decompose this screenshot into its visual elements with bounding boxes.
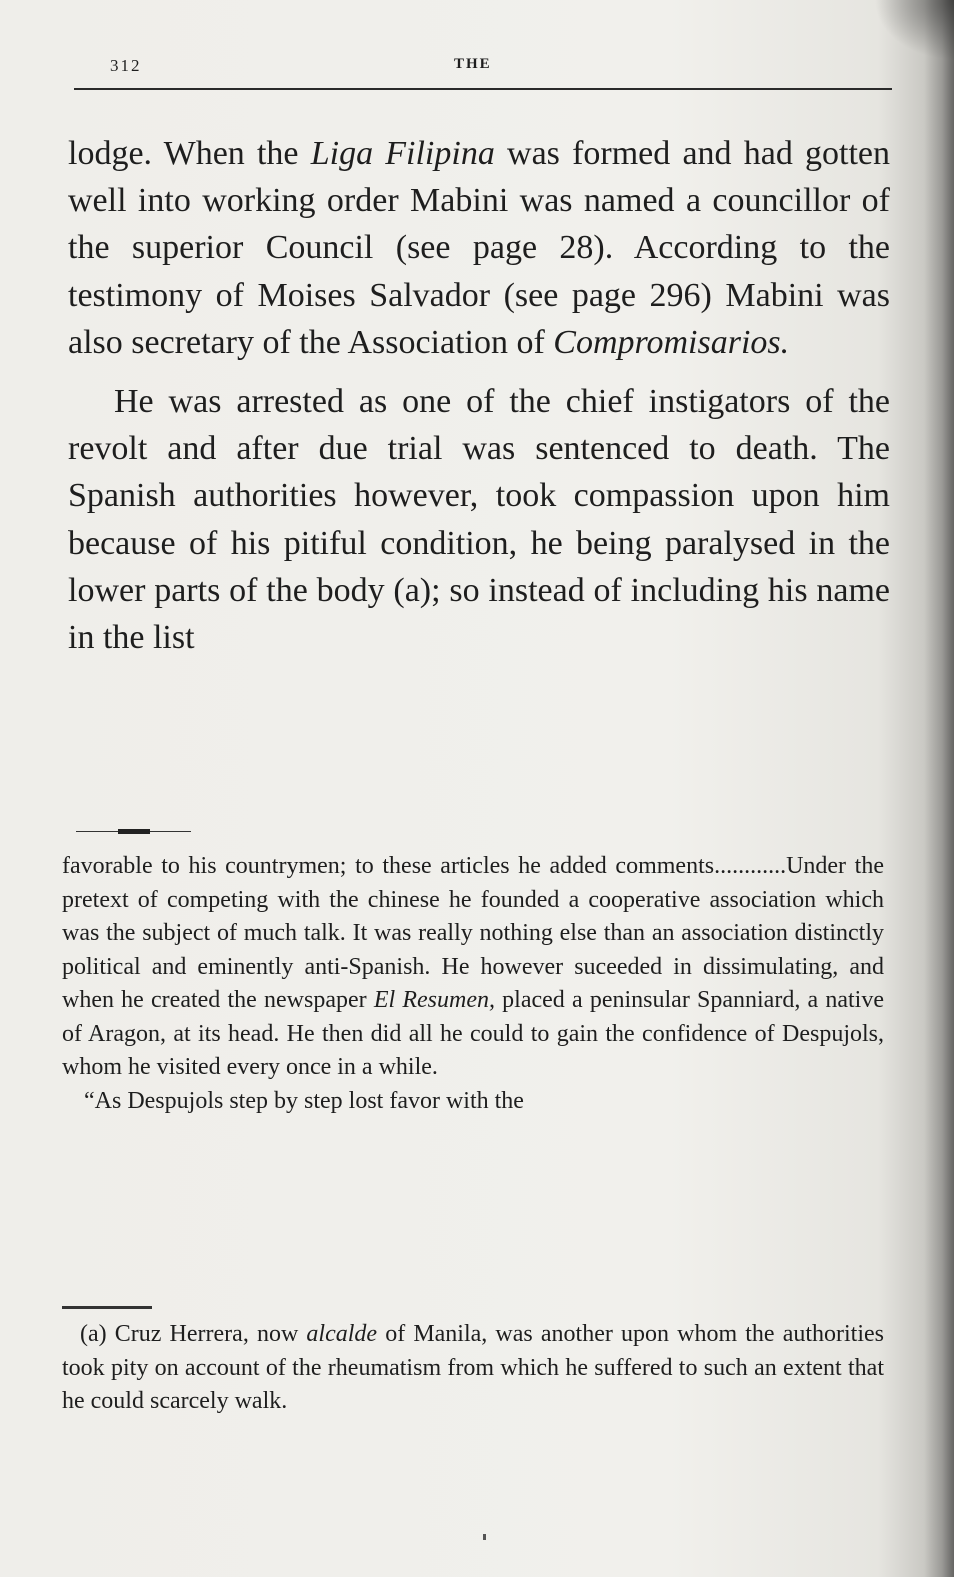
compromisarios-italic: Compromisarios. (553, 323, 790, 361)
page-edge-shadow (924, 0, 954, 1577)
footnote-a-text (62, 1318, 884, 1419)
paragraph-1-text-a: lodge. When the (68, 135, 311, 172)
page-number: 312 (110, 56, 142, 75)
paragraph-2: He was arrested as one of the chief instigators of the revolt and after due trial was sentenced to death. The Spanish authorities however, took compassion upon him because of his pitiful condition, he being paralysed in the lower parts of the body (a); so instead of including his name in the list (68, 383, 890, 657)
footnote-continuation-text-b: placed a peninsular Spanniard, a native of Aragon, at its head. He then did all he could to gain the confidence of Despujols, whom he visited every once in a while. (62, 987, 884, 1080)
footnote-a-text-b: of Manila, was another upon whom the authorities took pity on account of the rheumatism from which he suffered to such an extent that he could scarcely walk. (62, 1321, 885, 1414)
footnote-continuation-text-a: favorable to his countrymen; to these articles he added comments............Under the pretext of competing with the chinese he founded a cooperative association which was the subject of much talk. It was really nothing else than an association distinctly political and eminently anti-Spanish. He however suceeded in dissimulating, and when he created the newspaper (62, 853, 884, 1013)
footnote-separator-bar (118, 829, 150, 834)
footnote-quote-line: “As Despujols step by step lost favor with the (84, 1087, 524, 1114)
page-corner-shadow (874, 0, 954, 60)
liga-filipina-italic: Liga Filipina (310, 135, 495, 172)
paragraph-1 (68, 130, 890, 366)
footnote-a-separator (62, 1306, 152, 1309)
print-speck (483, 1534, 486, 1540)
footnote-a (62, 1318, 884, 1419)
footnote-continuation (62, 850, 884, 1118)
running-head: THE (454, 56, 492, 72)
footnote-continuation-text (62, 850, 884, 1085)
footnote-a-text-a: (a) Cruz Herrera, now (80, 1321, 307, 1347)
main-text (68, 130, 890, 661)
paragraph-1-text-b: was formed and had gotten well into working order Mabini was named a councillor of the superior Council (see page 28). According to the testimony of Moises Salvador (see page 296) Mabini was also secretary of the Association of (68, 135, 890, 361)
alcalde-italic: alcalde (306, 1321, 378, 1347)
el-resumen-italic: El Resumen, (373, 987, 495, 1013)
footnote-separator (76, 825, 191, 839)
header-rule (74, 88, 892, 90)
page-header (74, 56, 892, 90)
